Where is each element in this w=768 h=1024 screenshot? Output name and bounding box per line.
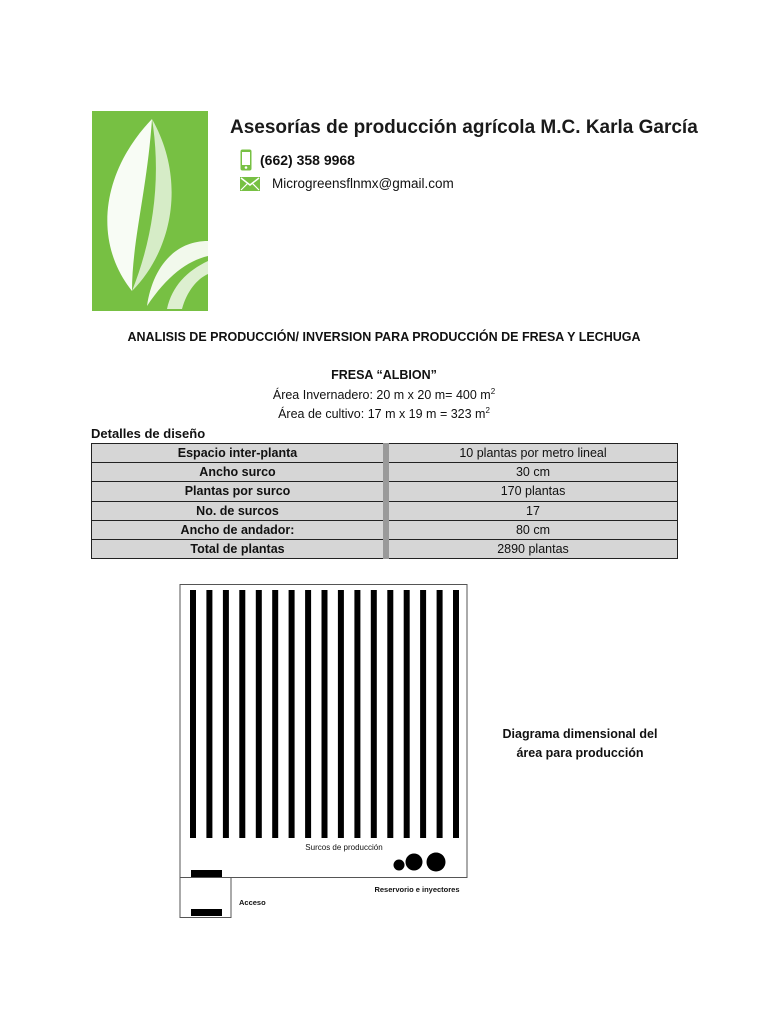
mail-icon: [240, 177, 260, 191]
row-label: Ancho de andador:: [92, 520, 387, 539]
table-row: [92, 520, 678, 539]
row-label: Total de plantas: [92, 539, 387, 558]
furrow: [387, 590, 393, 838]
design-details-label: Detalles de diseño: [91, 426, 206, 441]
reservoir-tank-large: [427, 853, 446, 872]
table-row: [92, 463, 678, 482]
furrow: [338, 590, 344, 838]
table-row: [92, 482, 678, 501]
furrows-label: Surcos de producción: [305, 843, 383, 852]
phone-row: [240, 149, 355, 171]
table-row: [92, 501, 678, 520]
furrow: [322, 590, 328, 838]
row-value: 30 cm: [386, 463, 677, 482]
leaf-logo-icon: [92, 111, 208, 311]
row-value: 170 plantas: [386, 482, 677, 501]
furrow: [371, 590, 377, 838]
row-value: 10 plantas por metro lineal: [386, 444, 677, 463]
door-bottom: [191, 909, 222, 916]
door-top: [191, 870, 222, 877]
phone-number[interactable]: (662) 358 9968: [260, 152, 355, 168]
furrow: [354, 590, 360, 838]
reservoir-label: Reservorio e inyectores: [374, 885, 460, 894]
reservoir-tank-medium: [406, 854, 423, 871]
row-label: Plantas por surco: [92, 482, 387, 501]
table-row: [92, 539, 678, 558]
company-name: Asesorías de producción agrícola M.C. Karla García: [230, 117, 698, 138]
diagram-caption: Diagrama dimensional del área para producción: [502, 727, 658, 760]
design-table: [91, 443, 678, 559]
furrow: [453, 590, 459, 838]
email-address[interactable]: Microgreensflnmx@gmail.com: [272, 176, 454, 191]
document-title: ANALISIS DE PRODUCCIÓN/ INVERSION PARA PRODUCCIÓN DE FRESA Y LECHUGA: [127, 330, 641, 344]
row-value: 80 cm: [386, 520, 677, 539]
access-label: Acceso: [239, 898, 266, 907]
row-label: Espacio inter-planta: [92, 444, 387, 463]
greenhouse-area: Área Invernadero: 20 m x 20 m= 400 $m^2$: [272, 387, 496, 403]
greenhouse-layout-diagram: [179, 584, 469, 920]
row-label: Ancho surco: [92, 463, 387, 482]
furrow: [437, 590, 443, 838]
crop-title: FRESA “ALBION”: [331, 368, 437, 382]
furrow: [256, 590, 262, 838]
phone-icon: [240, 149, 252, 171]
furrow: [239, 590, 245, 838]
row-value: 2890 plantas: [386, 539, 677, 558]
furrow: [404, 590, 410, 838]
furrow: [305, 590, 311, 838]
furrow: [206, 590, 212, 838]
furrow: [190, 590, 196, 838]
furrow: [223, 590, 229, 838]
reservoir-tank-small: [394, 860, 405, 871]
furrow: [289, 590, 295, 838]
furrow: [420, 590, 426, 838]
row-value: 17: [386, 501, 677, 520]
furrow: [272, 590, 278, 838]
table-row: [92, 444, 678, 463]
email-row: [240, 176, 454, 191]
crop-area: Área de cultivo: 17 m x 19 m = 323 $m^2$: [278, 406, 490, 422]
row-label: No. de surcos: [92, 501, 387, 520]
